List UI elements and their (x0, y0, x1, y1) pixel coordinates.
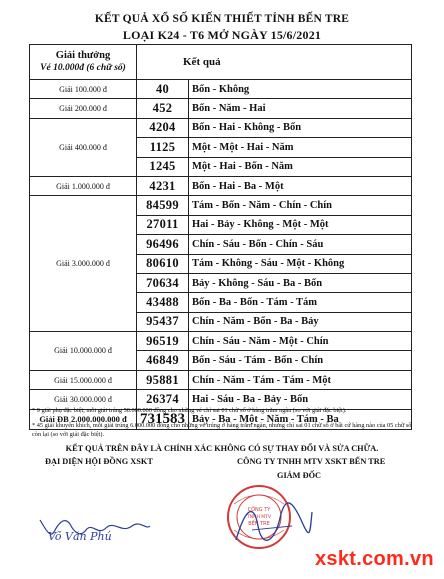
result-words: Chín - Năm - Bốn - Ba - Bảy (189, 312, 412, 331)
result-words: Tám - Bốn - Năm - Chín - Chín (189, 196, 412, 215)
page-title: KẾT QUẢ XỔ SỐ KIẾN THIẾT TỈNH BẾN TRE (94, 13, 350, 25)
prize-column-header (30, 45, 137, 80)
table-row (30, 176, 412, 195)
result-words: Chín - Sáu - Năm - Một - Chín (189, 332, 412, 351)
result-number: 96519 (137, 332, 189, 351)
result-words: Bốn - Ba - Bốn - Tám - Tám (189, 293, 412, 312)
result-number: 452 (137, 99, 189, 118)
result-words: Hai - Sáu - Ba - Bảy - Bốn (189, 390, 412, 409)
result-words: Bốn - Không (189, 80, 412, 99)
prize-cell: Giải 3.000.000 đ (30, 196, 137, 332)
special-prize-number: 731583 (137, 409, 189, 429)
result-number: 40 (137, 80, 189, 99)
table-row (30, 99, 412, 118)
result-number: 84599 (137, 196, 189, 215)
result-words: Hai - Bảy - Không - Một - Một (189, 215, 412, 234)
result-number: 95881 (137, 370, 189, 389)
result-words: Bốn - Hai - Ba - Một (189, 176, 412, 195)
result-words: Bốn - Năm - Hai (189, 99, 412, 118)
brand-watermark: xskt.com.vn (315, 548, 434, 570)
result-words: Tám - Không - Sáu - Một - Không (189, 254, 412, 273)
prize-cell: Giải 400.000 đ (30, 118, 137, 176)
result-words: Bốn - Sáu - Tám - Bốn - Chín (189, 351, 412, 370)
prize-cell: Giải 200.000 đ (30, 99, 137, 118)
result-number: 80610 (137, 254, 189, 273)
prize-cell: Giải 10.000.000 đ (30, 332, 137, 371)
director-title: GIÁM ĐỐC (277, 471, 322, 480)
result-number: 43488 (137, 293, 189, 312)
accuracy-notice: KẾT QUẢ TRÊN ĐÂY LÀ CHÍNH XÁC KHÔNG CÓ SỰ THAY ĐỔI VÀ SỬA CHỮA. (65, 444, 379, 453)
result-number: 27011 (137, 215, 189, 234)
result-words: Chín - Năm - Tám - Tám - Một (189, 370, 412, 389)
prize-header-label: Giải thưởng (55, 50, 111, 61)
result-words: Một - Một - Hai - Năm (189, 138, 412, 157)
council-representative: ĐẠI DIỆN HỘI ĐỒNG XSKT (45, 457, 153, 466)
ticket-price-note: Vé 10.000đ (6 chữ số) (40, 63, 126, 73)
table-row (30, 332, 412, 351)
svg-text:BẾN TRE: BẾN TRE (248, 521, 270, 527)
prize-cell: Giải 1.000.000 đ (30, 176, 137, 195)
result-number: 4204 (137, 118, 189, 137)
prize-cell: Giải 100.000 đ (30, 80, 137, 99)
result-number: 1125 (137, 138, 189, 157)
result-column-header: Kết quả (137, 45, 412, 80)
result-words: Bảy - Không - Sáu - Ba - Bốn (189, 273, 412, 292)
representative-signature (36, 510, 154, 550)
result-words: Chín - Sáu - Bốn - Chín - Sáu (189, 235, 412, 254)
table-row (30, 118, 412, 137)
note-consolation-prize: * 9 giải phụ đặc biệt, mỗi giải trúng 50.000.000 đồng cho những vé chỉ sai 01 chữ số ở hàng trăm ngàn (so với giải đặc biệt). (32, 407, 347, 414)
director-signature (232, 500, 314, 548)
results-table (29, 44, 412, 430)
svg-text:CÔNG TY: CÔNG TY (247, 507, 271, 513)
result-number: 70634 (137, 273, 189, 292)
special-prize-words: Bảy - Ba - Một - Năm - Tám - Ba (189, 409, 412, 429)
note-encouragement-prize: * 45 giải khuyến khích, mỗi giải trúng 6.000.000 đồng cho những vé trúng ở hàng trăm ngàn, nhưng chỉ sai 01 chữ số ở bất cứ hàng nào của 05 chữ số còn lại (so với giải đặc biệt). (32, 422, 412, 438)
result-words: Một - Hai - Bốn - Năm (189, 157, 412, 176)
result-number: 26374 (137, 390, 189, 409)
result-words: Bốn - Hai - Không - Bốn (189, 118, 412, 137)
table-row (30, 370, 412, 389)
result-number: 1245 (137, 157, 189, 176)
svg-text:TNHH MTV: TNHH MTV (246, 515, 272, 520)
draw-subtitle: LOẠI K24 - T6 MỞ NGÀY 15/6/2021 (122, 28, 322, 42)
signature-name: Võ Văn Phú (48, 530, 112, 543)
company-name: CÔNG TY TNHH MTV XSKT BẾN TRE (237, 457, 386, 466)
special-prize-label: Giải ĐB 2.000.000.000 đ (30, 409, 137, 429)
prize-cell: Giải 30.000.000 đ (30, 390, 137, 409)
result-number: 96496 (137, 235, 189, 254)
prize-cell: Giải 15.000.000 đ (30, 370, 137, 389)
table-row (30, 196, 412, 215)
result-number: 46849 (137, 351, 189, 370)
table-row (30, 80, 412, 99)
result-number: 95437 (137, 312, 189, 331)
result-number: 4231 (137, 176, 189, 195)
